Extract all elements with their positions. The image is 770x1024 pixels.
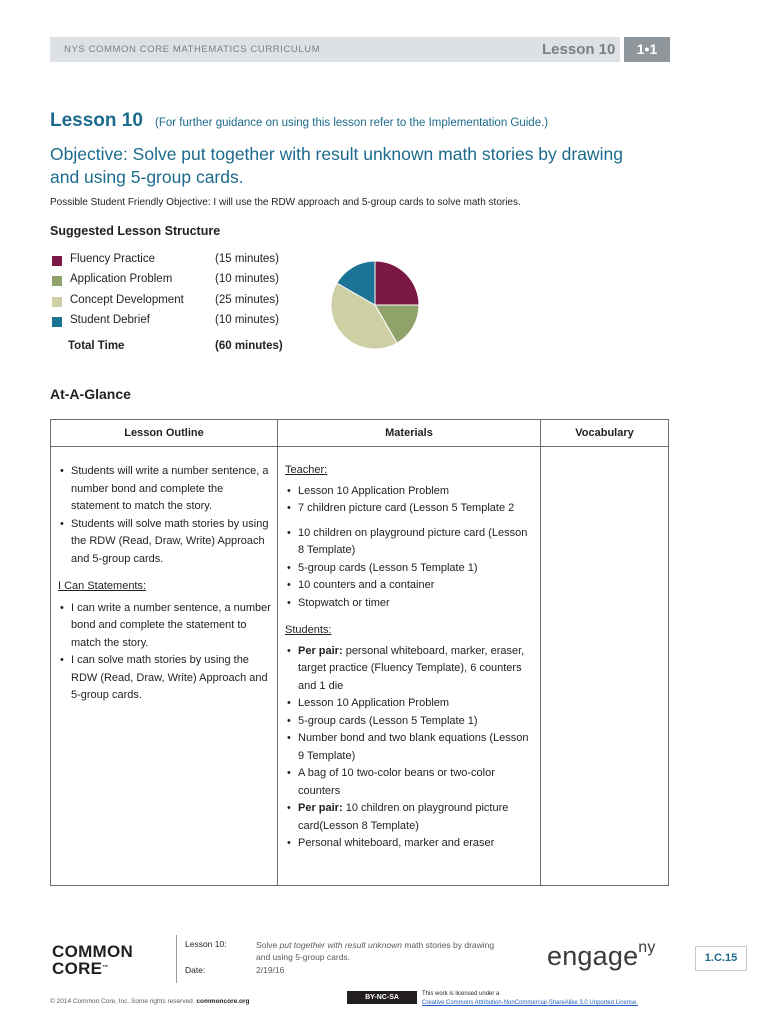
column-divider: [540, 420, 541, 885]
column-header-outline: Lesson Outline: [124, 427, 204, 439]
license-text: [422, 990, 638, 1008]
lesson-title: Lesson 10: [50, 110, 143, 131]
student-material: • A bag of 10 two-color beans or two-color counters: [285, 765, 535, 800]
students-heading: Students:: [285, 624, 332, 636]
footer-date: 2/19/16: [256, 965, 285, 975]
desc-emphasis: put together with result unknown: [279, 940, 403, 950]
total-time-label: Total Time: [68, 340, 125, 352]
header-divider: [51, 446, 668, 447]
column-divider: [277, 420, 278, 885]
lesson-outline-cell: [58, 463, 272, 705]
student-material: • Personal whiteboard, marker and eraser: [285, 835, 535, 853]
teacher-material: • Lesson 10 Application Problem: [285, 483, 535, 501]
cc-license-badge-icon: BY-NC-SA: [347, 991, 417, 1004]
legend-minutes: (10 minutes): [215, 314, 279, 326]
legend-minutes: (15 minutes): [215, 253, 279, 265]
at-a-glance-table: [50, 419, 669, 886]
copyright: [50, 998, 250, 1005]
logo-core: CORE: [52, 959, 103, 978]
teacher-heading: Teacher:: [285, 464, 328, 476]
legend-swatch: [52, 297, 62, 307]
legend-name: Concept Development: [70, 294, 184, 306]
student-material-text: 10 children on playground picture card(Lesson 8 Template): [298, 802, 509, 832]
curriculum-title: NYS COMMON CORE MATHEMATICS CURRICULUM: [64, 44, 321, 55]
legend-minutes: (25 minutes): [215, 294, 279, 306]
footer-lesson-description: [256, 939, 496, 963]
teacher-material: • Stopwatch or timer: [285, 595, 535, 613]
teacher-material: • 10 counters and a container: [285, 577, 535, 595]
legend-name: Fluency Practice: [70, 253, 156, 265]
license-link[interactable]: Creative Commons Attribution-NonCommercial-ShareAlike 3.0 Unported License.: [422, 1000, 639, 1006]
outline-bullet: • Students will solve math stories by using the RDW (Read, Draw, Write) Approach and 5-group cards.: [58, 516, 272, 569]
column-header-vocabulary: Vocabulary: [575, 427, 634, 439]
engage-text: engage: [547, 941, 639, 971]
materials-cell: [285, 462, 535, 853]
common-core-logo: [52, 943, 133, 977]
module-badge: 1•1: [624, 37, 670, 62]
pie-slice-fluency-practice: [375, 261, 419, 305]
copyright-site: commoncore.org: [196, 998, 250, 1005]
license-line: This work is licensed under a: [422, 991, 500, 997]
column-header-materials: Materials: [385, 427, 433, 439]
at-a-glance-heading: At-A-Glance: [50, 386, 131, 402]
legend-name: Student Debrief: [70, 314, 150, 326]
teacher-material: • 5-group cards (Lesson 5 Template 1): [285, 560, 535, 578]
desc-text: Solve: [256, 940, 280, 950]
student-material: • 5-group cards (Lesson 5 Template 1): [285, 713, 535, 731]
header-lesson-label: Lesson 10: [542, 41, 616, 58]
student-friendly-objective: Possible Student Friendly Objective: I will use the RDW approach and 5-group cards to solve math stories.: [50, 197, 521, 208]
engageny-logo: [547, 941, 656, 972]
per-pair-label: Per pair:: [298, 802, 343, 814]
student-material: [285, 800, 535, 835]
teacher-material: • 7 children picture card (Lesson 5 Template 2: [285, 500, 535, 518]
student-material: • Lesson 10 Application Problem: [285, 695, 535, 713]
guidance-note: (For further guidance on using this lesson refer to the Implementation Guide.): [155, 117, 549, 129]
student-material-text: personal whiteboard, marker, eraser, target practice (Fluency Template), 6 counters and 1 die: [298, 644, 525, 692]
footer-divider: [176, 935, 177, 983]
logo-line: COMMON: [52, 942, 134, 961]
outline-bullet: • Students will write a number sentence, a number bond and complete the statement to match the story.: [58, 463, 272, 516]
ny-text: ny: [638, 939, 656, 956]
student-material: • Number bond and two blank equations (Lesson 9 Template): [285, 730, 535, 765]
lesson-structure-pie-chart: [328, 258, 422, 352]
logo-line: CORE™: [52, 959, 109, 978]
teacher-material: • 10 children on playground picture card (Lesson 8 Template): [285, 525, 535, 560]
student-material: [285, 643, 535, 696]
legend-name: Application Problem: [70, 273, 173, 285]
i-can-statement: • I can write a number sentence, a number bond and complete the statement to match the story.: [58, 600, 272, 653]
total-time-minutes: (60 minutes): [215, 340, 283, 352]
objective: Objective: Solve put together with result unknown math stories by drawing and using 5-group cards.: [50, 144, 623, 187]
footer-date-label: Date:: [185, 965, 206, 975]
legend-swatch: [52, 256, 62, 266]
legend-swatch: [52, 317, 62, 327]
desc-text: math stories by drawing and using 5-group cards.: [256, 940, 495, 962]
copyright-text: © 2014 Common Core, Inc. Some rights reserved.: [50, 998, 195, 1005]
i-can-heading: I Can Statements:: [58, 580, 147, 592]
legend-minutes: (10 minutes): [215, 273, 279, 285]
legend-swatch: [52, 276, 62, 286]
page-number: 1.C.15: [695, 946, 747, 971]
footer-lesson-label: Lesson 10:: [185, 939, 227, 949]
lesson-structure-heading: Suggested Lesson Structure: [50, 224, 221, 238]
i-can-statement: • I can solve math stories by using the RDW (Read, Draw, Write) Approach and 5-group cards.: [58, 652, 272, 705]
per-pair-label: Per pair:: [298, 644, 343, 657]
